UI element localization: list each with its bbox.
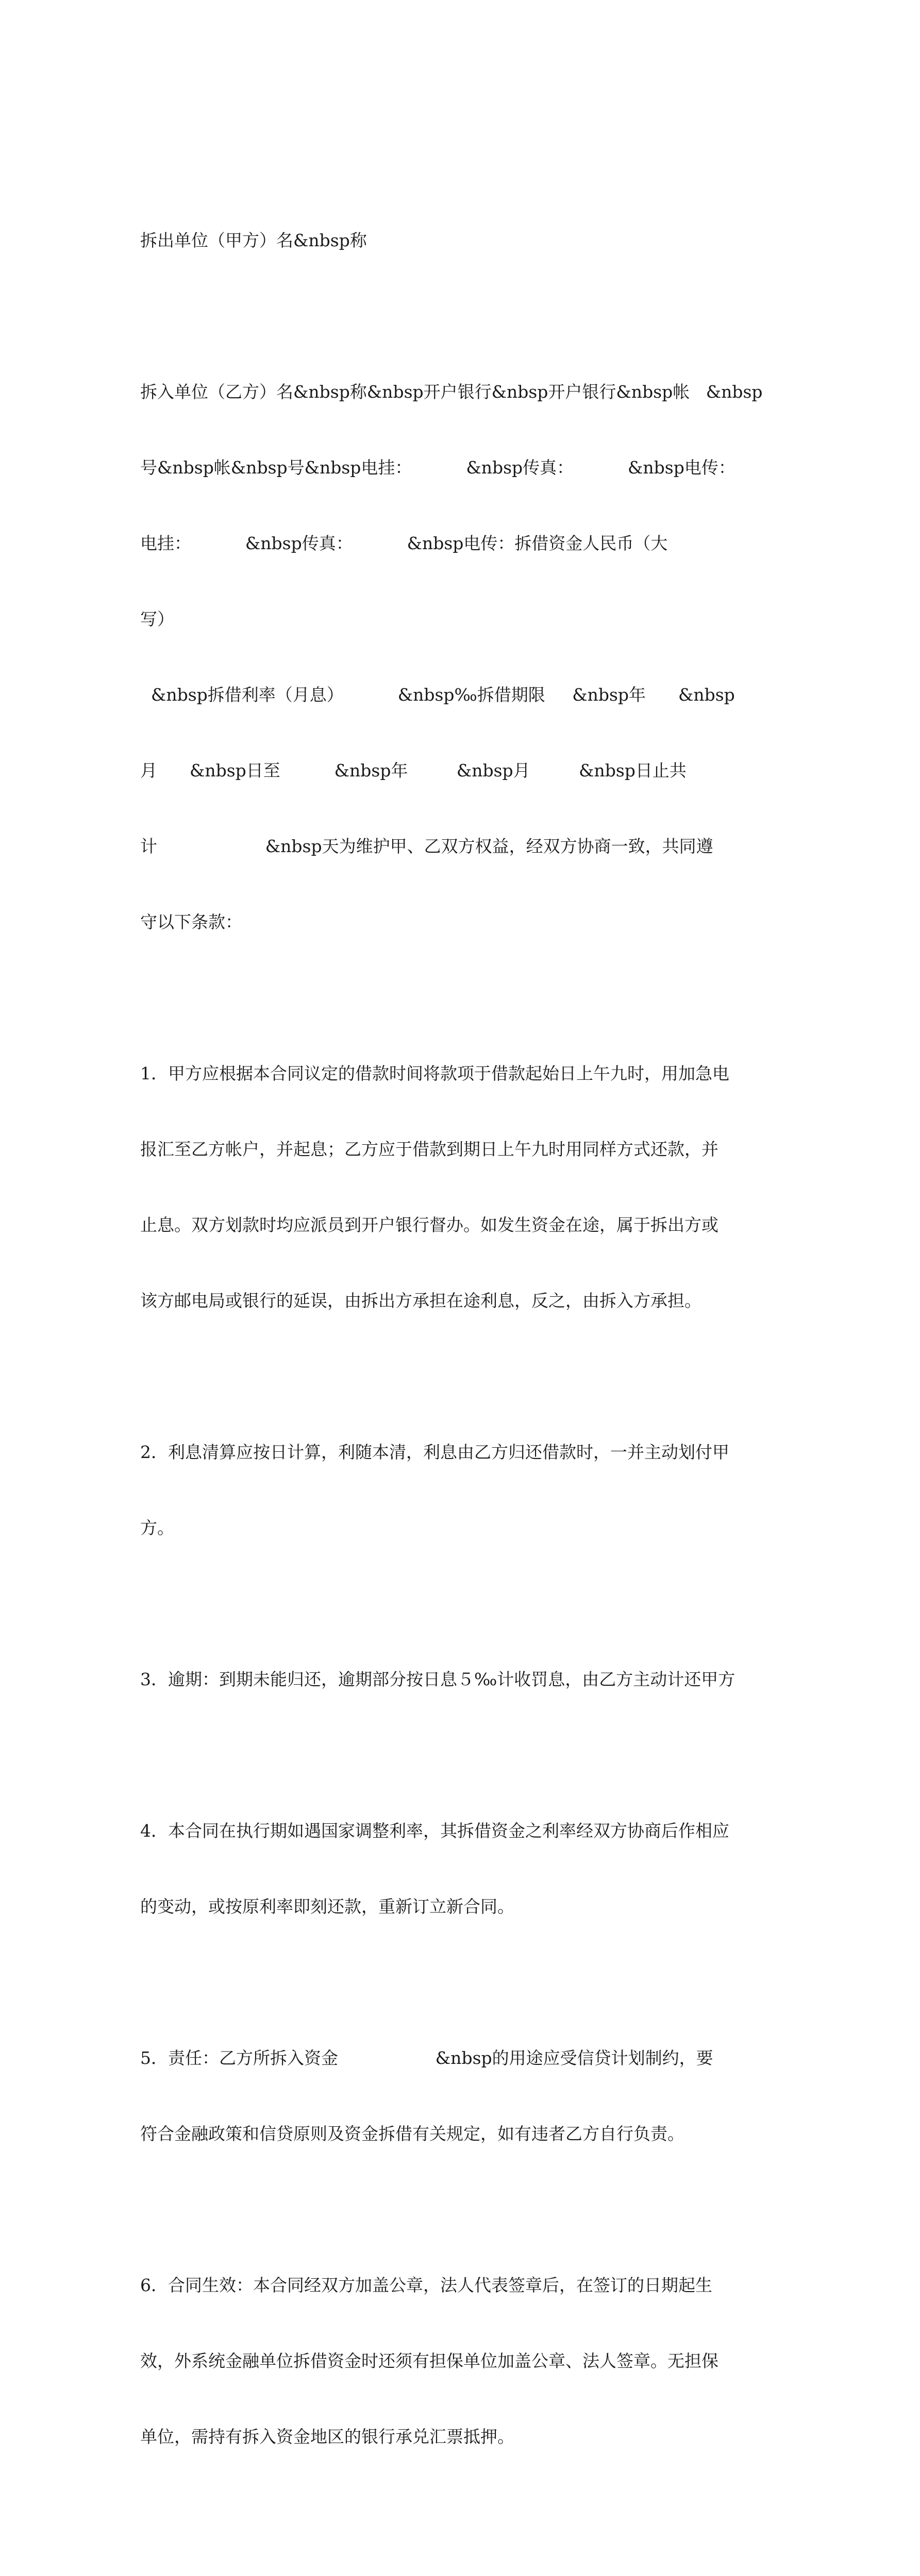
clause-4	[140, 1768, 790, 1970]
text-line: 月 &nbsp日至 &nbsp年 &nbsp月 &nbsp日止共	[140, 760, 687, 781]
text-line: 写）	[140, 609, 174, 629]
text-line: 拆入单位（乙方）名&nbsp称&nbsp开户银行&nbsp开户银行&nbsp帐 &nbsp	[140, 382, 763, 402]
text-line: 符合金融政策和信贷原则及资金拆借有关规定，如有违者乙方自行负责。	[140, 2124, 684, 2144]
text-line: 电挂： &nbsp传真： &nbsp电传：拆借资金人民币（大	[140, 533, 668, 553]
text-line: 单位，需持有拆入资金地区的银行承兑汇票抵押。	[140, 2427, 514, 2447]
text-line: 方。	[140, 1518, 174, 1538]
text-line: 3．逾期：到期未能归还，逾期部分按日息５‰计收罚息，由乙方主动计还甲方	[140, 1669, 735, 1689]
text-line: 号&nbsp帐&nbsp号&nbsp电挂： &nbsp传真： &nbsp电传：	[140, 457, 735, 478]
text-line: 该方邮电局或银行的延误，由拆出方承担在途利息，反之，由拆入方承担。	[140, 1291, 701, 1311]
clause-6	[140, 2222, 790, 2500]
clause-2	[140, 1389, 790, 1591]
text-line: 1．甲方应根据本合同议定的借款时间将款项于借款起始日上午九时，用加急电	[140, 1063, 729, 1083]
clause-3	[140, 1616, 790, 1742]
contract-page	[140, 177, 790, 2576]
text-line: &nbsp拆借利率（月息） &nbsp‰拆借期限 &nbsp年 &nbsp	[140, 685, 735, 705]
text-line: 5．责任：乙方所拆入资金 &nbsp的用途应受信贷计划制约，要	[140, 2048, 713, 2068]
text-line: 2．利息清算应按日计算，利随本清，利息由乙方归还借款时，一并主动划付甲	[140, 1442, 729, 1462]
text-line: 6．合同生效：本合同经双方加盖公章，法人代表签章后，在签订的日期起生	[140, 2275, 712, 2295]
clause-5	[140, 1995, 790, 2197]
text-line: 的变动，或按原利率即刻还款，重新订立新合同。	[140, 1896, 514, 1917]
text-line: 计 &nbsp天为维护甲、乙双方权益，经双方协商一致，共同遵	[140, 836, 713, 856]
text-line: 效，外系统金融单位拆借资金时还须有担保单位加盖公章、法人签章。无担保	[140, 2351, 718, 2371]
text-line: 止息。双方划款时均应派员到开户银行督办。如发生资金在途，属于拆出方或	[140, 1215, 718, 1235]
parties-block	[140, 329, 790, 985]
header-line	[140, 177, 790, 303]
text-line: 守以下条款：	[140, 912, 242, 932]
text-line: 拆出单位（甲方）名&nbsp称	[140, 230, 367, 250]
text-line: 报汇至乙方帐户，并起息；乙方应于借款到期日上午九时用同样方式还款，并	[140, 1139, 718, 1159]
text-line	[140, 2575, 790, 2576]
clause-1	[140, 1010, 790, 1364]
clause-7	[140, 2525, 790, 2576]
text-line: 4．本合同在执行期如遇国家调整利率，其拆借资金之利率经双方协商后作相应	[140, 1821, 729, 1841]
